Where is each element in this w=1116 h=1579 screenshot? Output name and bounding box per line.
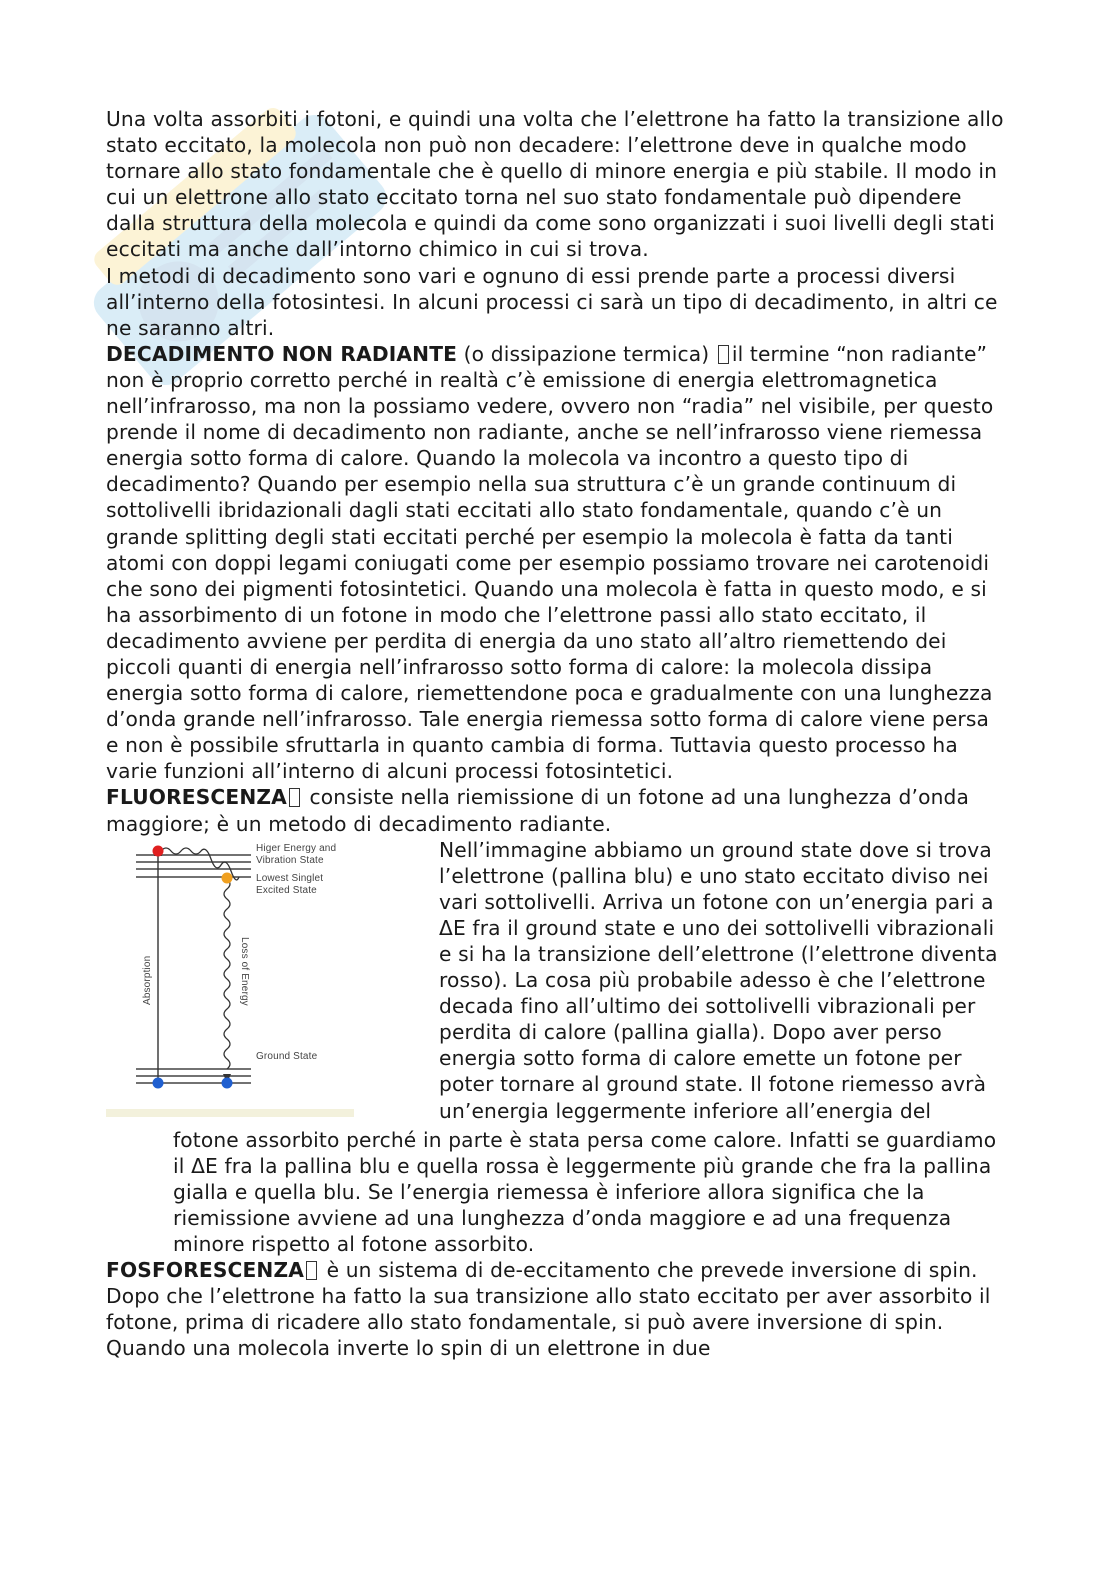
heading-fluorescence: FLUORESCENZA [106, 785, 287, 810]
non-radiant-intro: (o dissipazione termica) [457, 341, 716, 366]
label-vibration: Vibration State [256, 854, 324, 866]
paragraph-figure-side: Nell’immagine abbiamo un ground state dove si trova l’elettrone (pallina blu) e uno stato eccitato diviso nei vari sottolivelli. Arriva un fotone con un’energia pari a ΔE fra il ground state e uno dei sottolivelli vibrazionali e si ha la transizione dell’elettrone (l’elettrone diventa rosso). La cosa più probabile adesso è che l’elettrone decada fino all’ultimo dei sottolivelli vibrazionali per perdita di calore (pallina gialla). Dopo aver perso energia sotto forma di calore emette un fotone per poter tornare al ground state. Il fotone riemesso avrà un’energia leggermente inferiore all’energia del [439, 837, 998, 1123]
loss-wave [224, 879, 230, 1069]
document-page [106, 106, 1006, 1361]
paragraph-methods: I metodi di decadimento sono vari e ognuno di essi prende parte a processi diversi all’interno della fotosintesi. In alcuni processi ci sarà un tipo di decadimento, in altri ce ne saranno altri. [106, 263, 998, 340]
paragraph-phosphorescence [106, 1257, 1006, 1361]
label-ground: Ground State [256, 1050, 318, 1062]
arrow-symbol-icon [718, 345, 729, 364]
paragraph-figure-continued: fotone assorbito perché in parte è stata persa come calore. Infatti se guardiamo il ΔE fra la pallina blu e quella rossa è leggermente più grande che fra la pallina gialla e quella blu. Se l’energia riemessa è inferiore allora significa che la riemissione avviene ad una lunghezza d’onda maggiore e ad una frequenza minore rispetto al fotone assorbito. [173, 1127, 997, 1256]
paragraph-intro: Una volta assorbiti i fotoni, e quindi una volta che l’elettrone ha fatto la transizione allo stato eccitato, la molecola non può non decadere: l’elettrone deve in qualche modo tornare allo stato fondamentale che è quello di minore energia e più stabile. Il modo in cui un elettrone allo stato eccitato torna nel suo stato fondamentale può dipendere dalla struttura della molecola e quindi da come sono organizzati i suoi livelli degli stati eccitati ma anche dall’intorno chimico in cui si trova. [106, 107, 1004, 262]
fluorescence-body: consiste nella riemissione di un fotone ad una lunghezza d’onda maggiore; è un metodo di decadimento radiante. [106, 785, 969, 836]
label-loss: Loss of Energy [239, 936, 250, 1006]
phosphorescence-body: è un sistema di de-eccitamento che prevede inversione di spin. Dopo che l’elettrone ha fatto la sua transizione allo stato eccitato per aver assorbito il fotone, prima di ricadere allo stato fondamentale, si può avere inversione di spin. Quando una molecola inverte lo spin di un elettrone in due [106, 1258, 991, 1361]
figure-block [106, 837, 1006, 1127]
heading-non-radiant: DECADIMENTO NON RADIANTE [106, 341, 458, 366]
label-absorption: Absorption [142, 955, 153, 1005]
label-singlet: Lowest Singlet [256, 872, 324, 884]
yellow-electron-icon [222, 872, 233, 883]
blue-electron-icon [153, 1077, 164, 1088]
heading-phosphorescence: FOSFORESCENZA [106, 1258, 305, 1283]
blue-electron-icon [222, 1077, 233, 1088]
figure-shadow [106, 1109, 354, 1117]
paragraph-non-radiant [106, 341, 1006, 785]
label-excited: Excited State [256, 884, 317, 896]
arrow-symbol-icon [289, 788, 300, 807]
arrow-symbol-icon [306, 1261, 317, 1280]
label-high-energy: Higer Energy and [256, 842, 337, 854]
red-electron-icon [153, 845, 164, 856]
paragraph-fluorescence [106, 784, 1006, 836]
jablonski-diagram [106, 837, 356, 1127]
non-radiant-body: il termine “non radiante” non è proprio corretto perché in realtà c’è emissione di energia elettromagnetica nell’infrarosso, ma non la possiamo vedere, ovvero non “radia” nel visibile, per questo prende il nome di decadimento non radiante, anche se nell’infrarosso viene riemessa energia sotto forma di calore. Quando la molecola va incontro a questo tipo di decadimento? Quando per esempio nella sua struttura c’è un grande continuum di sottolivelli ibridazionali dagli stati eccitati allo stato fondamentale, quando c’è un grande splitting degli stati eccitati perché per esempio la molecola è fatta da tanti atomi con doppi legami coniugati come per esempio possiamo trovare nei carotenoidi che sono dei pigmenti fotosintetici. Quando una molecola è fatta in questo modo, e si ha assorbimento di un fotone in modo che l’elettrone passi allo stato eccitato, il decadimento avviene per perdita di energia da uno stato all’altro riemettendo dei piccoli quanti di energia nell’infrarosso sotto forma di calore: la molecola dissipa energia sotto forma di calore, riemettendone poca e gradualmente con una lunghezza d’onda grande nell’infrarosso. Tale energia riemessa sotto forma di calore viene persa e non è possibile sfruttarla in quanto cambia di forma. Tuttavia questo processo ha varie funzioni all’interno di alcuni processi fotosintetici. [106, 341, 994, 784]
